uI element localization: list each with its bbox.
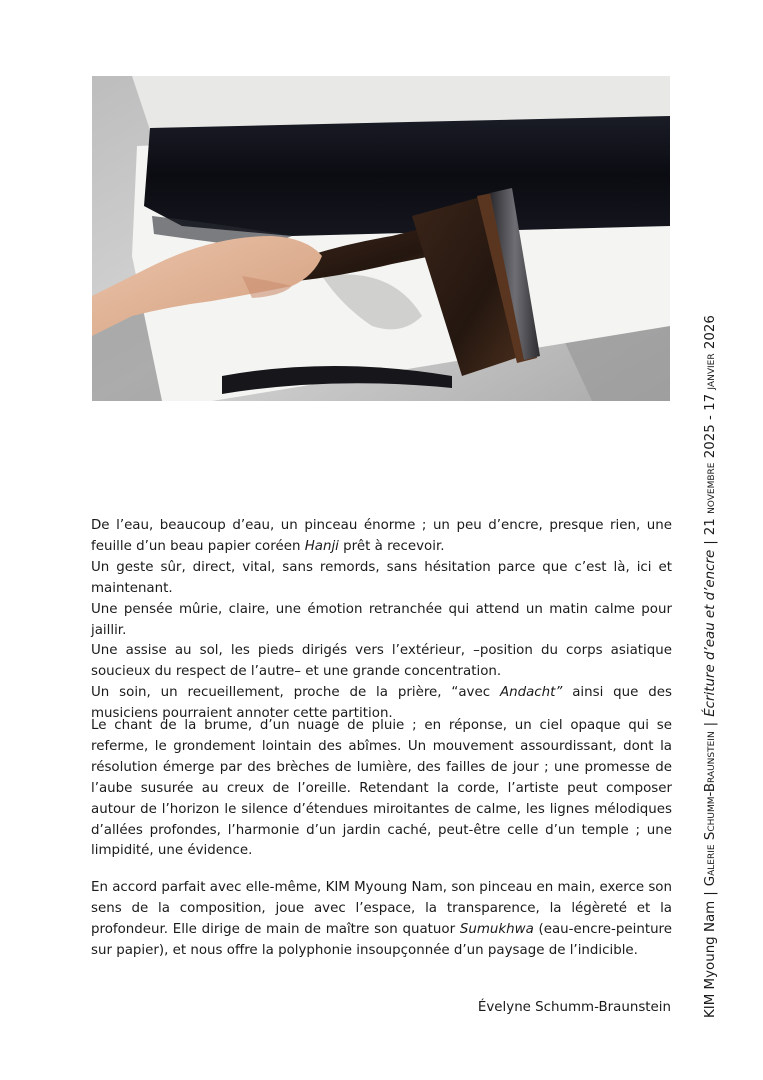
intro-line-4: Une assise au sol, les pieds dirigés vers l’extérieur, –position du corps asiatique soucieux du respect de l’autre– et une grande concentration.	[91, 643, 672, 680]
caption-separator: |	[703, 721, 718, 727]
intro-line-1: De l’eau, beaucoup d’eau, un pinceau énorme ; un peu d’encre, presque rien, une feuille d’un beau papier coréen Hanji prêt à recevoir.	[91, 518, 672, 554]
caption-separator: |	[703, 540, 718, 545]
caption-artist: KIM Myoung Nam	[703, 900, 718, 1018]
paragraph-intro	[91, 516, 672, 725]
side-caption	[701, 315, 721, 1018]
caption-title: Écriture d’eau et d’encre	[703, 549, 718, 717]
ink-brush-painting-photo	[92, 76, 670, 401]
brume-text: Le chant de la brume, d’un nuage de pluie ; en réponse, un ciel opaque qui se referme, le grondement lointain des abîmes. Un mouvement assourdissant, dont la résolution émerge par des brèches de lumière, des failles de jour ; une promesse de l’aube susurée au creux de l’oreille. Retendant la corde, l’artiste peut composer autour de l’horizon le silence d’étendues miroitantes de calme, les lignes mélodiques d’allées profondes, l’harmonie d’un jardin caché, peut-être celle d’un temple ; une limpidité, une évidence.	[91, 718, 672, 859]
paragraph-accord	[91, 878, 672, 962]
artwork-photo	[92, 76, 670, 401]
caption-dates: 21 novembre 2025 - 17 janvier 2026	[703, 315, 718, 536]
author-signature: Évelyne Schumm-Braunstein	[477, 1000, 671, 1015]
caption-gallery: Galerie Schumm-Braunstein	[703, 731, 718, 887]
accord-text: En accord parfait avec elle-même, KIM Myoung Nam, son pinceau en main, exerce son sens de la composition, joue avec l’espace, la transparence, la légèreté et la profondeur. Elle dirige de main de maître son quatuor Sumukhwa (eau-encre-peinture sur papier), et nous offre la polyphonie insoupçonnée d’un paysage de l’indicible.	[91, 880, 673, 958]
caption-separator: |	[703, 891, 718, 896]
paragraph-brume	[91, 716, 672, 862]
intro-line-2: Un geste sûr, direct, vital, sans remords, sans hésitation parce que c’est là, ici et maintenant.	[91, 559, 672, 596]
intro-line-3: Une pensée mûrie, claire, une émotion retranchée qui attend un matin calme pour jaillir.	[91, 601, 672, 638]
intro-line-5: Un soin, un recueillement, proche de la prière, “avec Andacht” ainsi que des musiciens pourraient annoter cette partition.	[91, 685, 672, 722]
